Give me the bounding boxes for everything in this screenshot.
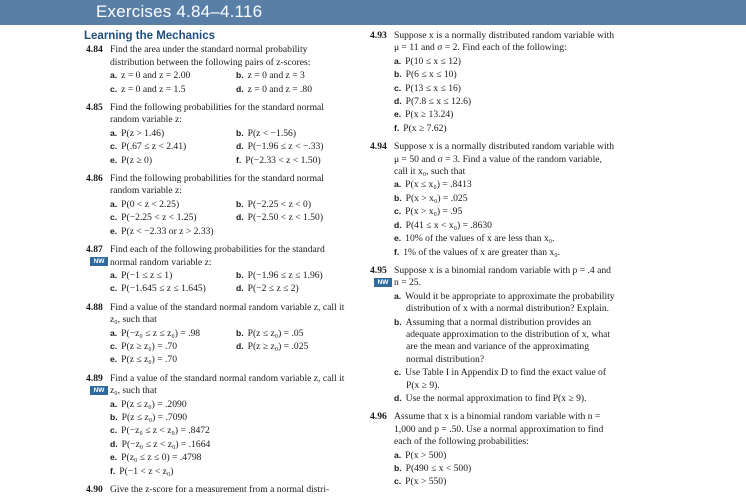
exercise-4.96 — [366, 411, 618, 488]
exercise-parts — [110, 398, 350, 478]
exercise-part: d. P(41 ≤ x < x₀) = .8630 — [394, 219, 492, 231]
left-exercise-list — [82, 44, 350, 502]
exercise-number: 4.90 — [86, 484, 103, 495]
exercise-part: a. P(0 < z < 2.25) — [110, 198, 180, 210]
exercise-part: c. P(.67 ≤ z < 2.41) — [110, 141, 187, 153]
exercise-part: f. P(x ≥ 7.62) — [394, 122, 447, 134]
exercise-number: 4.96 — [370, 411, 387, 423]
exercise-part: c. z = 0 and z = 1.5 — [110, 83, 186, 95]
exercise-parts — [110, 198, 350, 238]
exercise-part: c. P(x > 550) — [394, 476, 447, 488]
exercise-4.86 — [82, 173, 350, 238]
exercise-prompt: Find the area under the standard normal probability distribution between the following pairs of z-scores: — [110, 44, 311, 68]
exercise-part: c. Use Table I in Appendix D to find the exact value of P(x ≥ 9). — [394, 367, 607, 391]
exercise-prompt: Find the following probabilities for the standard normal random variable z: — [110, 173, 324, 197]
exercise-part: b. P(z < −1.56) — [236, 127, 297, 139]
exercise-part: e. 10% of the values of x are less than x₀. — [394, 233, 555, 245]
exercise-part: a. P(x ≤ x₀) = .8413 — [394, 179, 472, 191]
exercise-part: b. Assuming that a normal distribution provides an adequate approximation to the distribution of x, what are the mean and variance of the approximating normal distribution? — [394, 316, 611, 365]
exercise-prompt: Find each of the following probabilities for the standard normal random variable z: — [110, 244, 325, 268]
exercise-prompt: Suppose x is a normally distributed random variable with μ = 11 and σ = 2. Find each of the following: — [394, 30, 615, 54]
exercise-number: 4.84 — [86, 44, 103, 56]
exercise-4.94 — [366, 141, 618, 259]
exercise-part: e. P(z ≤ z₀) = .70 — [110, 354, 178, 366]
exercise-part: b. P(z ≤ z₀) = .7090 — [110, 411, 188, 423]
nw-badge: NW — [374, 278, 392, 287]
exercise-parts — [110, 127, 350, 167]
exercise-part: f. 1% of the values of x are greater than x₀. — [394, 246, 561, 258]
exercise-4.85 — [82, 102, 350, 167]
exercise-4.90 — [82, 484, 350, 496]
exercise-number: 4.86 — [86, 173, 103, 185]
section-heading: Learning the Mechanics — [84, 30, 216, 42]
exercise-part: a. Would it be appropriate to approximate the probability distribution of x with a normal distribution? Explain. — [394, 290, 615, 315]
exercise-part: c. P(x > x₀) = .95 — [394, 206, 463, 218]
exercise-4.84 — [82, 44, 350, 96]
exercise-parts — [110, 327, 350, 367]
nw-badge: NW — [90, 257, 108, 266]
exercise-part: a. P(−1 ≤ z ≤ 1) — [110, 269, 173, 281]
exercise-part: f. P(−2.33 < z < 1.50) — [236, 154, 321, 166]
left-column — [82, 30, 350, 502]
exercise-part: b. P(x > x₀) = .025 — [394, 192, 468, 204]
exercise-part: d. P(−2.50 < z < 1.50) — [236, 212, 324, 224]
exercise-4.88 — [82, 302, 350, 367]
exercise-prompt: Assume that x is a binomial random variable with n = 1,000 and p = .50. Use a normal approximation to find each of the following probabilities: — [394, 411, 604, 448]
exercise-part: d. P(−2 ≤ z ≤ 2) — [236, 283, 299, 295]
exercise-part: d. P(z ≥ z₀) = .025 — [236, 340, 309, 352]
exercise-part: e. P(z < −2.33 or z > 2.33) — [110, 225, 214, 237]
exercise-part: e. P(z₀ ≤ z ≤ 0) = .4798 — [110, 452, 202, 464]
exercise-number: 4.88 — [86, 301, 103, 313]
exercise-prompt: Find the following probabilities for the standard normal random variable z: — [110, 102, 324, 126]
exercise-number: 4.85 — [86, 102, 103, 114]
exercise-part: c. P(−z₀ ≤ z < z₀) = .8472 — [110, 425, 210, 437]
exercise-part: e. P(z ≥ 0) — [110, 154, 153, 166]
exercise-part: c. P(−2.25 < z < 1.25) — [110, 212, 197, 224]
right-exercise-list — [366, 30, 618, 495]
exercise-part: c. P(z ≥ z₀) = .70 — [110, 340, 178, 352]
exercise-4.93 — [366, 30, 618, 135]
exercise-part: b. P(−1.96 ≤ z ≤ 1.96) — [236, 269, 323, 281]
exercise-parts — [394, 178, 618, 258]
exercise-4.89 — [82, 373, 350, 478]
exercise-parts — [394, 290, 618, 406]
exercise-part: c. P(13 ≤ x ≤ 16) — [394, 82, 462, 94]
exercise-prompt: Suppose x is a binomial random variable with p = .4 and n = 25. — [394, 264, 611, 289]
exercises-title: Exercises 4.84–4.116 — [96, 2, 263, 21]
exercise-prompt: Find a value of the standard normal random variable z, call it z₀, such that — [110, 372, 345, 397]
exercise-part: a. P(10 ≤ x ≤ 12) — [394, 55, 462, 67]
chapter-header-band — [0, 0, 746, 25]
exercise-part: a. P(z > 1.46) — [110, 127, 165, 139]
exercise-4.87 — [82, 244, 350, 296]
exercise-part: b. P(490 ≤ x < 500) — [394, 463, 472, 474]
exercise-part: d. Use the normal approximation to find P(x ≥ 9). — [394, 392, 587, 404]
exercise-part: d. z = 0 and z = .80 — [236, 83, 313, 95]
exercise-part: b. P(z ≤ z₀) = .05 — [236, 327, 304, 339]
exercise-prompt: Give the z-score for a measurement from a normal distri- — [110, 484, 330, 495]
exercise-parts — [110, 269, 350, 296]
exercise-number: 4.94 — [370, 141, 387, 153]
exercise-part: d. P(7.8 ≤ x ≤ 12.6) — [394, 96, 472, 108]
exercise-prompt: Find a value of the standard normal random variable z, call it z₀, such that — [110, 301, 345, 326]
exercise-part: e. P(x ≥ 13.24) — [394, 109, 454, 121]
exercise-number: 4.87 — [86, 244, 103, 256]
exercise-part: b. P(6 ≤ x ≤ 10) — [394, 69, 457, 81]
exercise-part: d. P(−z₀ ≤ z < z₀) = .1664 — [110, 438, 211, 450]
exercise-prompt: Suppose x is a normally distributed random variable with μ = 50 and σ = 3. Find a value of the random variable, call it x₀, such that — [394, 141, 615, 178]
exercise-parts — [394, 55, 618, 135]
exercise-number: 4.89 — [86, 372, 103, 384]
exercise-part: f. P(−1 < z < z₀) — [110, 465, 174, 477]
exercise-part: b. P(−2.25 < z < 0) — [236, 198, 312, 210]
exercise-part: d. P(−1.96 ≤ z < −.33) — [236, 141, 324, 153]
exercise-4.95 — [366, 265, 618, 405]
exercise-parts — [394, 449, 618, 489]
exercise-part: a. z = 0 and z = 2.00 — [110, 70, 191, 82]
exercise-parts — [110, 69, 350, 96]
nw-badge: NW — [90, 386, 108, 395]
exercise-part: a. P(−z₀ ≤ z ≤ z₀) = .98 — [110, 327, 201, 339]
right-column — [366, 30, 618, 495]
exercise-part: a. P(z ≤ z₀) = .2090 — [110, 398, 187, 410]
exercise-part: c. P(−1.645 ≤ z ≤ 1.645) — [110, 283, 206, 295]
exercise-number: 4.93 — [370, 30, 387, 41]
exercise-part: b. z = 0 and z = 3 — [236, 70, 305, 82]
exercise-part: a. P(x > 500) — [394, 449, 447, 461]
exercise-number: 4.95 — [370, 264, 387, 276]
